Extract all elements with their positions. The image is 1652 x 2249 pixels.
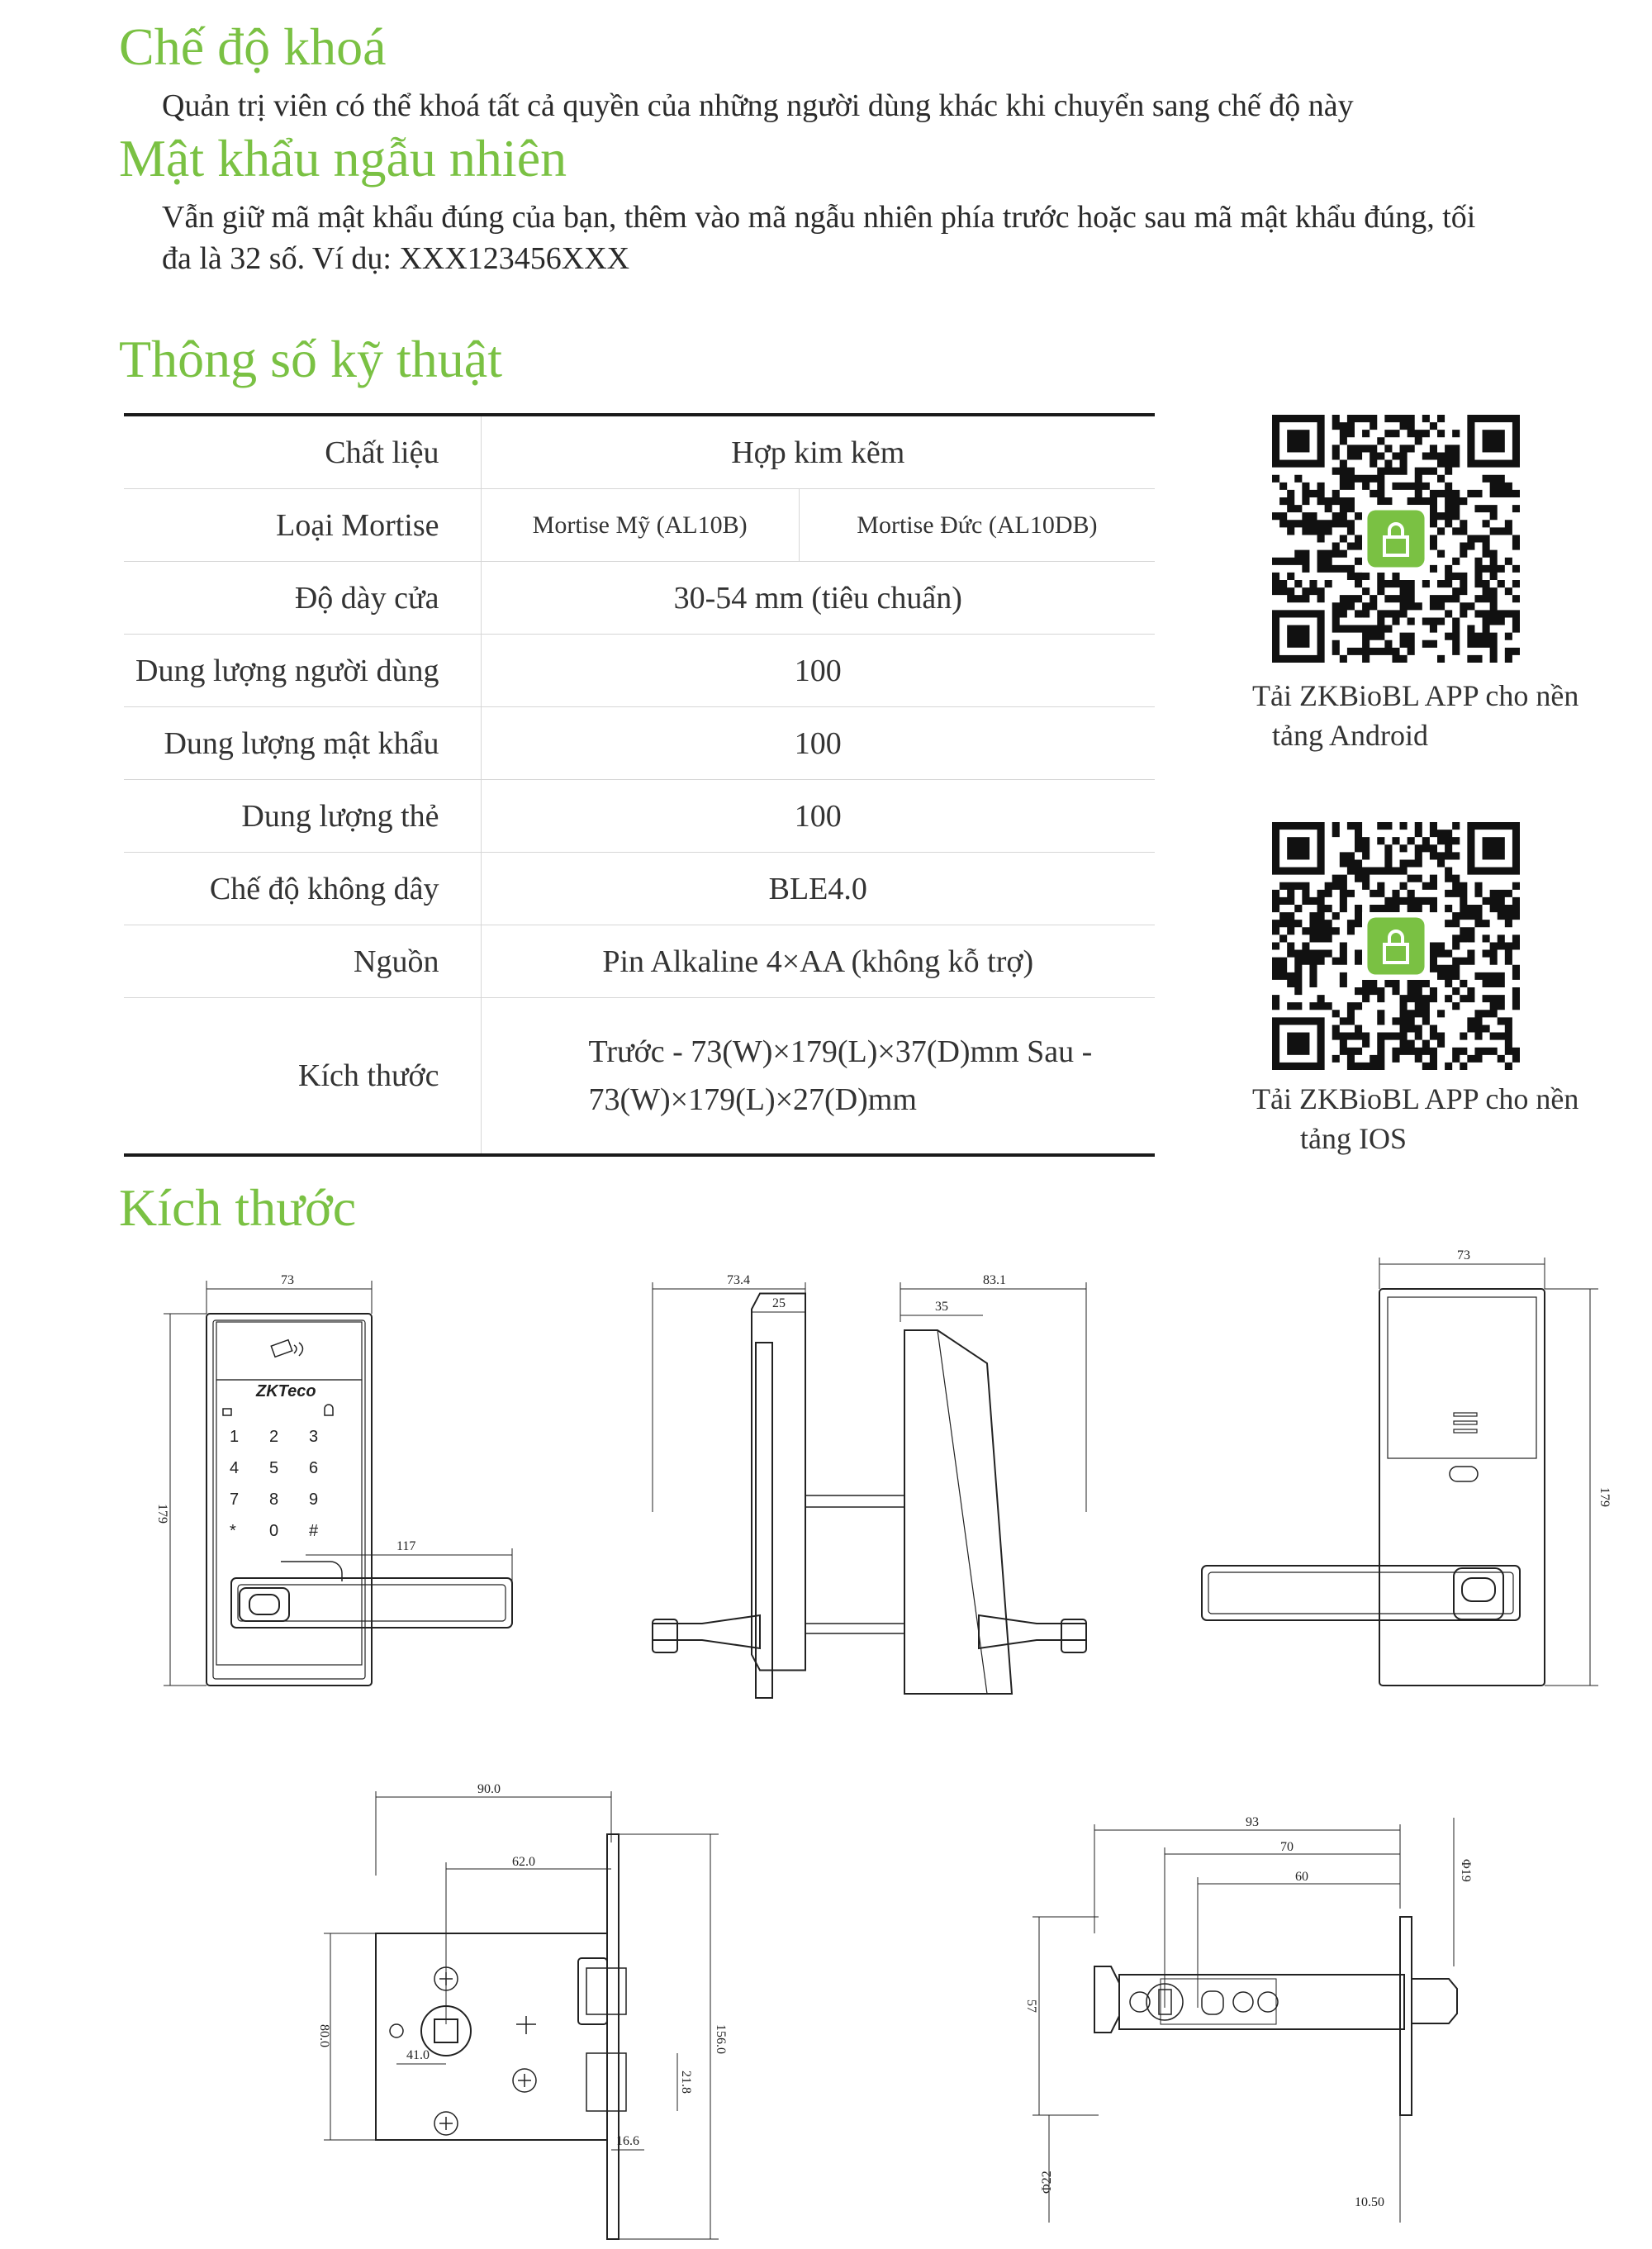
keypad-key: 2 — [269, 1428, 279, 1446]
dim-label: 90.0 — [477, 1782, 501, 1796]
keypad-key: 7 — [230, 1491, 240, 1509]
random-password-text-line1: Vẫn giữ mã mật khẩu đúng của bạn, thêm vào mã ngẫu nhiên phía trước hoặc sau mã mật khẩu đúng, tối — [162, 200, 1476, 235]
dim-label: 93 — [1246, 1815, 1259, 1829]
table-row — [124, 780, 1155, 853]
spec-label: Chế độ không dây — [124, 853, 481, 925]
keypad-key: 0 — [269, 1522, 279, 1540]
table-row — [124, 998, 1155, 1156]
spec-table — [124, 413, 1155, 1157]
table-row — [124, 925, 1155, 998]
spec-label: Dung lượng thẻ — [124, 780, 481, 853]
mortise-drawing — [314, 1776, 776, 2247]
keypad-key: 8 — [269, 1491, 279, 1509]
ios-qr-caption — [1252, 1079, 1578, 1158]
spec-value-line: Trước - 73(W)×179(L)×37(D)mm Sau - — [588, 1034, 1093, 1069]
spec-label: Loại Mortise — [124, 489, 481, 562]
dimensions-title: Kích thước — [119, 1178, 357, 1237]
dim-label: 16.6 — [616, 2134, 639, 2148]
dim-label: 41.0 — [406, 2048, 430, 2062]
spec-value: Hợp kim kẽm — [481, 415, 1155, 489]
spec-value: Pin Alkaline 4×AA (không kỗ trợ) — [481, 925, 1155, 998]
keypad-key: 5 — [269, 1459, 279, 1477]
dim-label: 10.50 — [1355, 2195, 1384, 2209]
keypad-key: 3 — [309, 1428, 319, 1446]
spec-label: Kích thước — [124, 998, 481, 1156]
brand-label: ZKTeco — [256, 1382, 316, 1400]
table-row — [124, 415, 1155, 489]
spec-value-de-mortise: Mortise Đức (AL10DB) — [799, 489, 1155, 562]
dim-label: 60 — [1295, 1870, 1308, 1884]
dim-label: 25 — [772, 1296, 786, 1310]
table-row — [124, 853, 1155, 925]
qr-caption-line: tảng IOS — [1300, 1122, 1407, 1155]
dim-label: 21.8 — [679, 2071, 693, 2094]
dim-label: 156.0 — [714, 2024, 728, 2054]
dim-label: 73.4 — [727, 1273, 750, 1287]
spec-value: 100 — [481, 707, 1155, 780]
qr-code-graphic — [1272, 415, 1520, 663]
dim-label: 62.0 — [512, 1855, 535, 1869]
random-password-text-line2: đa là 32 số. Ví dụ: XXX123456XXX — [162, 241, 630, 276]
dim-label: 57 — [1024, 1999, 1038, 2013]
keypad-key: * — [230, 1522, 236, 1540]
qr-caption-line: Tải ZKBioBL APP cho nền — [1252, 1082, 1579, 1115]
keypad-key: 1 — [230, 1428, 240, 1446]
spec-value-us-mortise: Mortise Mỹ (AL10B) — [481, 489, 799, 562]
dim-label: Φ19 — [1459, 1859, 1473, 1882]
dim-label: 73 — [1457, 1248, 1470, 1262]
side-view-drawing — [628, 1264, 1115, 1727]
spec-value: 100 — [481, 780, 1155, 853]
spec-label: Độ dày cửa — [124, 562, 481, 635]
android-qr-caption — [1252, 676, 1578, 755]
back-view-drawing — [1181, 1239, 1627, 1702]
specs-title: Thông số kỹ thuật — [119, 330, 502, 388]
keypad-key: 4 — [230, 1459, 240, 1477]
keypad-key: # — [309, 1522, 319, 1540]
dim-label: 35 — [935, 1300, 948, 1314]
spec-value: BLE4.0 — [481, 853, 1155, 925]
ios-qr-code[interactable] — [1272, 822, 1520, 1070]
spec-value: 100 — [481, 635, 1155, 707]
dim-label: 117 — [396, 1539, 416, 1553]
dim-label: 83.1 — [983, 1273, 1006, 1287]
spec-value — [481, 998, 1155, 1156]
qr-code-graphic — [1272, 822, 1520, 1070]
spec-label: Nguồn — [124, 925, 481, 998]
keypad-key: 9 — [309, 1491, 319, 1509]
android-qr-code[interactable] — [1272, 415, 1520, 663]
spec-label: Dung lượng người dùng — [124, 635, 481, 707]
dim-label: 179 — [1597, 1487, 1612, 1507]
front-view-drawing — [140, 1264, 570, 1727]
spec-value-line: 73(W)×179(L)×27(D)mm — [588, 1082, 917, 1117]
qr-caption-line: Tải ZKBioBL APP cho nền — [1252, 679, 1579, 712]
table-row — [124, 707, 1155, 780]
dim-label: 73 — [281, 1273, 294, 1287]
dim-label: Φ22 — [1040, 2171, 1054, 2194]
spec-label: Chất liệu — [124, 415, 481, 489]
qr-caption-line: tảng Android — [1272, 719, 1428, 752]
spec-value: 30-54 mm (tiêu chuẩn) — [481, 562, 1155, 635]
lock-mode-text: Quản trị viên có thể khoá tất cả quyền của những người dùng khác khi chuyển sang chế độ này — [162, 88, 1354, 123]
table-row — [124, 635, 1155, 707]
table-row — [124, 562, 1155, 635]
keypad-key: 6 — [309, 1459, 319, 1477]
random-password-title: Mật khẩu ngẫu nhiên — [119, 129, 567, 188]
lock-mode-title: Chế độ khoá — [119, 17, 387, 76]
dim-label: 80.0 — [317, 2024, 331, 2047]
table-row — [124, 489, 1155, 562]
spec-label: Dung lượng mật khẩu — [124, 707, 481, 780]
dim-label: 70 — [1280, 1840, 1294, 1854]
latch-drawing — [1016, 1809, 1479, 2239]
dim-label: 179 — [155, 1504, 169, 1524]
